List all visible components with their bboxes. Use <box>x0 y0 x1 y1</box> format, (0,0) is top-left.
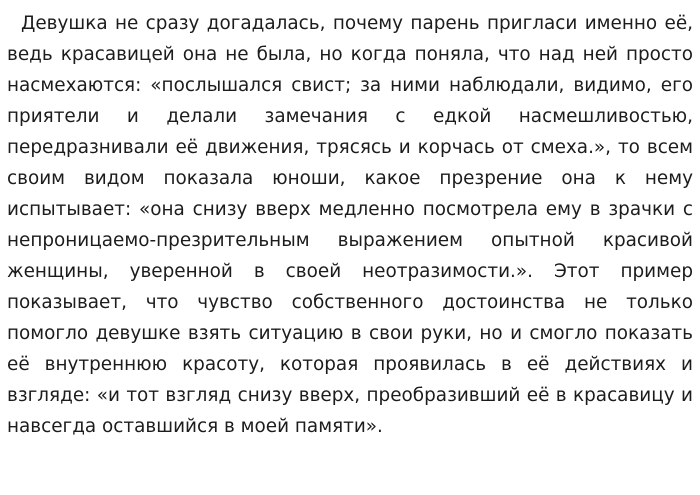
body-paragraph: Девушка не сразу догадалась, почему парень пригласи именно её, ведь красавицей она не была, но когда поняла, что над ней просто насмехаются: «послышался свист; за ними наблюдали, видимо, его приятели и делали замечания с едкой насмешливостью, передразнивали её движения, трясясь и корчась от смеха.», то всем своим видом показала юноши, какое презрение она к нему испытывает: «она снизу вверх медленно посмотрела ему в зрачки с непроницаемо-презрительным выражением опытной красивой женщины, уверенной в своей неотразимости.». Этот пример показывает, что чувство собственного достоинства не только помогло девушке взять ситуацию в свои руки, но и смогло показать её внутреннюю красоту, которая проявилась в её действиях и взгляде: «и тот взгляд снизу вверх, преобразивший её в красавицу и навсегда оставшийся в моей памяти». <box>7 13 693 437</box>
